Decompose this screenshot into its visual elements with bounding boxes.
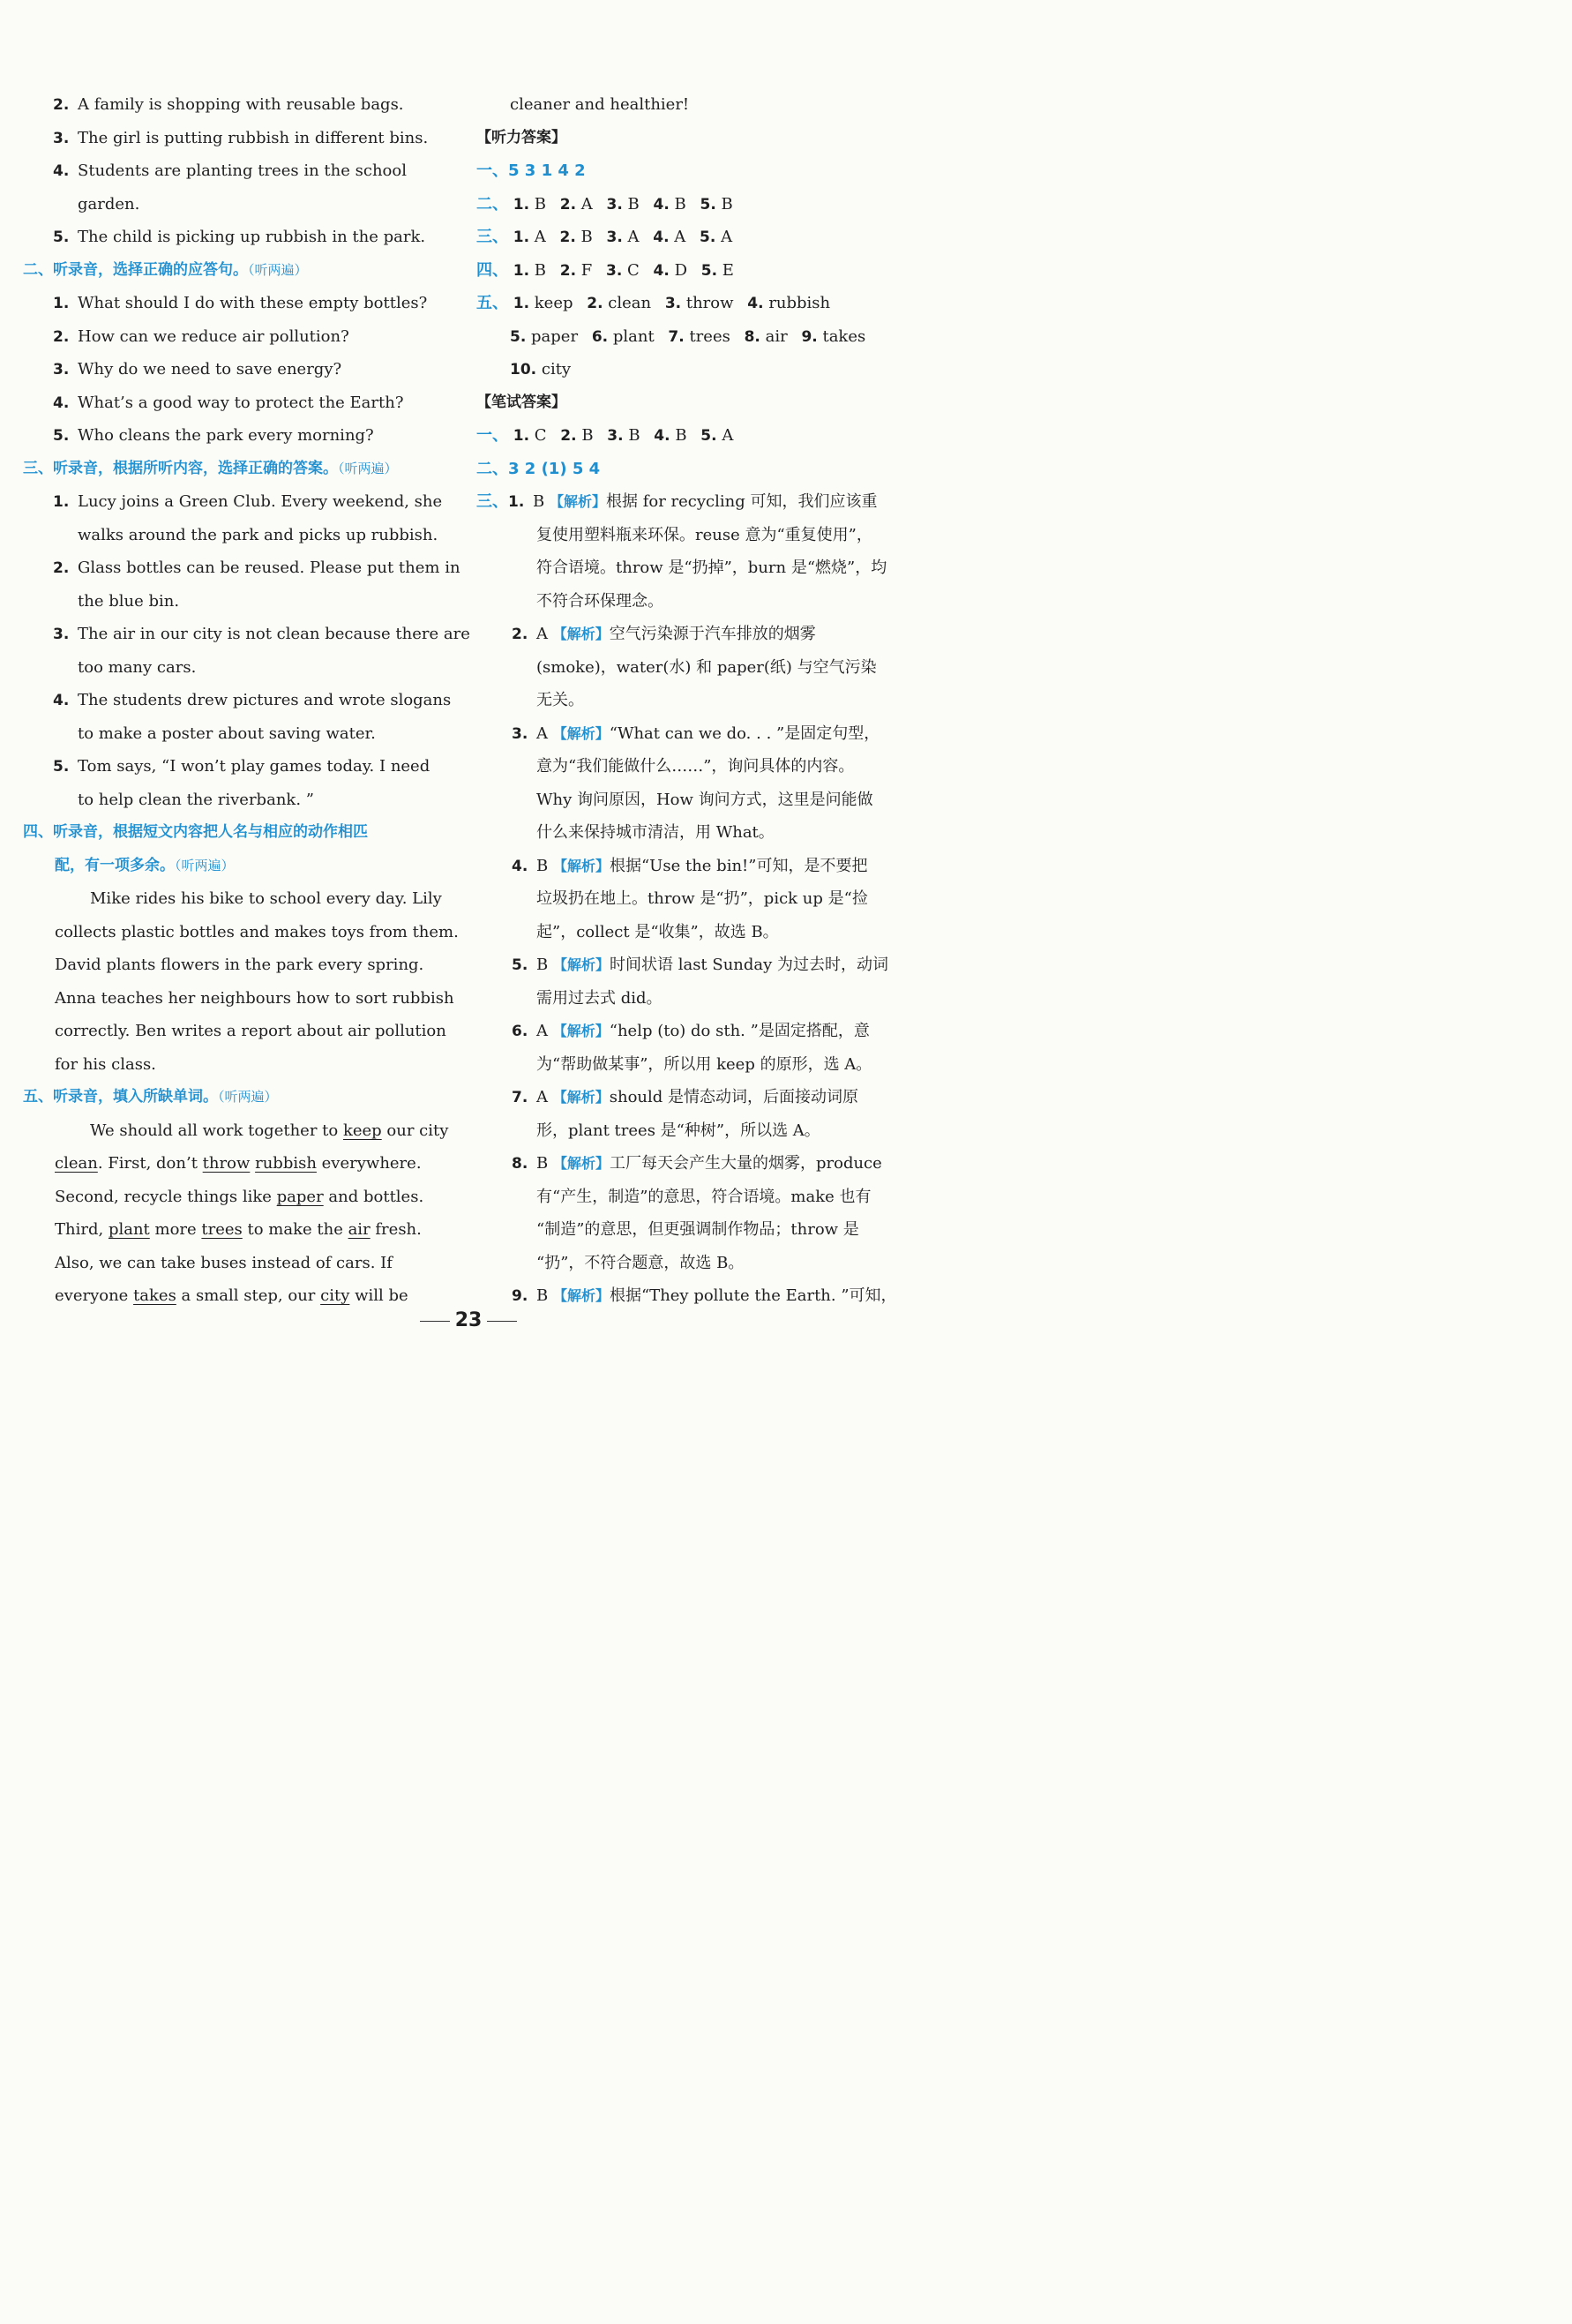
listen-item-2: 2. A family is shopping with reusable bags. bbox=[53, 95, 404, 114]
blank-clean: clean bbox=[55, 1154, 98, 1173]
explanation-3: 3. A 【解析】“What can we do. . . ”是固定句型， bbox=[512, 723, 880, 743]
right-column bbox=[476, 88, 900, 1313]
s5-passage-line-2: clean. First, don’t throw rubbish everywhere. bbox=[55, 1154, 422, 1173]
section-4-heading-cont: 配，有一项多余。（听两遍） bbox=[55, 856, 235, 874]
explanation-4-line-2: 垃圾扔在地上。throw 是“扔”，pick up 是“捡 bbox=[536, 889, 868, 908]
s2-question-4: 4. What’s a good way to protect the Earth? bbox=[53, 393, 404, 412]
listening-answer-5-row-1: 五、 1. keep 2. clean 3. throw 4. rubbish bbox=[476, 294, 831, 312]
explanation-4: 4. B 【解析】根据“Use the bin!”可知，是不要把 bbox=[512, 856, 868, 875]
blank-city: city bbox=[320, 1286, 350, 1305]
explanation-7: 7. A 【解析】should 是情态动词，后面接动词原 bbox=[512, 1088, 859, 1106]
explanation-3-line-4: 什么来保持城市清洁，用 What。 bbox=[536, 823, 775, 842]
blank-trees: trees bbox=[201, 1220, 243, 1239]
s3-question-2-cont: the blue bin. bbox=[78, 591, 180, 611]
listening-answer-2: 二、 1. B 2. A 3. B 4. B 5. B bbox=[476, 194, 733, 214]
explanation-2-line-2: (smoke)，water(水) 和 paper(纸) 与空气污染 bbox=[536, 657, 877, 677]
left-column bbox=[23, 88, 470, 1313]
listen-item-3: 3. The girl is putting rubbish in different bins. bbox=[53, 128, 429, 147]
blank-paper: paper bbox=[276, 1187, 324, 1206]
explanation-8-line-3: “制造”的意思，但更强调制作物品；throw 是 bbox=[536, 1220, 859, 1239]
explanation-2: 2. A 【解析】空气污染源于汽车排放的烟雾 bbox=[512, 625, 816, 643]
listen-item-5: 5. The child is picking up rubbish in the park. bbox=[53, 228, 426, 246]
written-answer-2: 二、3 2 (1) 5 4 bbox=[476, 459, 601, 478]
blank-rubbish: rubbish bbox=[255, 1154, 317, 1173]
page-number-dash-right bbox=[487, 1321, 517, 1322]
explanation-1: 三、1. B 【解析】根据 for recycling 可知，我们应该重 bbox=[476, 492, 878, 511]
blank-keep: keep bbox=[342, 1121, 382, 1140]
listening-answer-5-row-2: 5. paper 6. plant 7. trees 8. air 9. takes bbox=[510, 326, 866, 346]
s3-question-5-cont: to help clean the riverbank. ” bbox=[78, 790, 314, 809]
explanation-6: 6. A 【解析】“help (to) do sth. ”是固定搭配，意 bbox=[512, 1022, 870, 1040]
s4-passage-line-4: Anna teaches her neighbours how to sort rubbish bbox=[55, 988, 454, 1008]
explanation-1-line-3: 符合语境。throw 是“扔掉”，burn 是“燃烧”，均 bbox=[536, 559, 887, 577]
s3-question-3-cont: too many cars. bbox=[78, 657, 197, 677]
s5-passage-line-6: everyone takes a small step, our city will be bbox=[55, 1286, 408, 1305]
s4-passage-line-6: for his class. bbox=[55, 1054, 156, 1074]
s3-question-2: 2. Glass bottles can be reused. Please put them in bbox=[53, 559, 460, 577]
s3-question-3: 3. The air in our city is not clean because there are bbox=[53, 625, 470, 643]
written-answers-heading: 【笔试答案】 bbox=[476, 393, 566, 411]
blank-takes: takes bbox=[133, 1286, 176, 1305]
s3-question-1-cont: walks around the park and picks up rubbish. bbox=[78, 525, 438, 544]
s4-passage-line-3: David plants flowers in the park every spring. bbox=[55, 956, 424, 974]
explanation-3-line-3: Why 询问原因，How 询问方式，这里是问能做 bbox=[536, 790, 873, 809]
explanation-8-line-2: 有“产生，制造”的意思，符合语境。make 也有 bbox=[536, 1187, 872, 1206]
blank-air: air bbox=[348, 1220, 371, 1239]
s2-question-3: 3. Why do we need to save energy? bbox=[53, 360, 342, 379]
written-answer-1: 一、 1. C 2. B 3. B 4. B 5. A bbox=[476, 426, 734, 445]
listening-answer-4: 四、 1. B 2. F 3. C 4. D 5. E bbox=[476, 260, 734, 280]
s3-question-4-cont: to make a poster about saving water. bbox=[78, 723, 376, 743]
blank-throw: throw bbox=[202, 1154, 251, 1173]
s4-passage-line-2: collects plastic bottles and makes toys from them. bbox=[55, 922, 459, 941]
explanation-4-line-3: 起”，collect 是“收集”，故选 B。 bbox=[536, 922, 779, 941]
blank-plant: plant bbox=[108, 1220, 150, 1239]
listening-answer-5-row-3: 10. city bbox=[510, 360, 572, 379]
s4-passage-line-5: correctly. Ben writes a report about air pollution bbox=[55, 1022, 446, 1040]
page-number-dash-left bbox=[420, 1321, 450, 1322]
s2-question-5: 5. Who cleans the park every morning? bbox=[53, 426, 374, 445]
explanation-1-line-2: 复使用塑料瓶来环保。reuse 意为“重复使用”， bbox=[536, 525, 872, 544]
s5-passage-line-4: Third, plant more trees to make the air fresh. bbox=[55, 1220, 422, 1239]
section-3-heading: 三、听录音，根据所听内容，选择正确的答案。（听两遍） bbox=[23, 459, 398, 477]
page-number: 23 bbox=[0, 1309, 937, 1331]
explanation-1-line-4: 不符合环保理念。 bbox=[536, 591, 663, 611]
s3-question-4: 4. The students drew pictures and wrote slogans bbox=[53, 691, 452, 709]
section-4-heading: 四、听录音，根据短文内容把人名与相应的动作相匹 bbox=[23, 823, 368, 841]
s2-question-1: 1. What should I do with these empty bottles? bbox=[53, 294, 428, 312]
explanation-3-line-2: 意为“我们能做什么……”，询问具体的内容。 bbox=[536, 757, 855, 776]
explanation-5-line-2: 需用过去式 did。 bbox=[536, 988, 662, 1008]
listen-item-4: 4. Students are planting trees in the school bbox=[53, 161, 407, 180]
explanation-8-line-4: “扔”，不符合题意，故选 B。 bbox=[536, 1253, 745, 1272]
section-5-heading: 五、听录音，填入所缺单词。（听两遍） bbox=[23, 1088, 278, 1106]
listening-answer-3: 三、 1. A 2. B 3. A 4. A 5. A bbox=[476, 228, 733, 246]
listen-item-4-cont: garden. bbox=[78, 194, 140, 214]
explanation-6-line-2: 为“帮助做某事”，所以用 keep 的原形，选 A。 bbox=[536, 1054, 872, 1074]
s3-question-1: 1. Lucy joins a Green Club. Every weekend, she bbox=[53, 492, 443, 511]
s5-passage-line-3: Second, recycle things like paper and bottles. bbox=[55, 1187, 424, 1206]
explanation-2-line-3: 无关。 bbox=[536, 691, 584, 709]
passage-continuation: cleaner and healthier! bbox=[510, 95, 690, 114]
explanation-9: 9. B 【解析】根据“They pollute the Earth. ”可知， bbox=[512, 1286, 897, 1305]
explanation-8: 8. B 【解析】工厂每天会产生大量的烟雾，produce bbox=[512, 1154, 882, 1173]
s4-passage-line-1: Mike rides his bike to school every day. Lily bbox=[90, 889, 442, 908]
s3-question-5: 5. Tom says, “I won’t play games today. I need bbox=[53, 757, 430, 776]
explanation-7-line-2: 形，plant trees 是“种树”，所以选 A。 bbox=[536, 1121, 820, 1140]
s5-passage-line-1: We should all work together to keep our city bbox=[90, 1121, 449, 1140]
s2-question-2: 2. How can we reduce air pollution? bbox=[53, 326, 349, 346]
section-2-heading: 二、听录音，选择正确的应答句。（听两遍） bbox=[23, 260, 308, 279]
s5-passage-line-5: Also, we can take buses instead of cars. If bbox=[55, 1253, 393, 1272]
listening-answers-heading: 【听力答案】 bbox=[476, 128, 566, 146]
listening-answer-1: 一、5 3 1 4 2 bbox=[476, 161, 586, 180]
explanation-5: 5. B 【解析】时间状语 last Sunday 为过去时，动词 bbox=[512, 956, 889, 974]
